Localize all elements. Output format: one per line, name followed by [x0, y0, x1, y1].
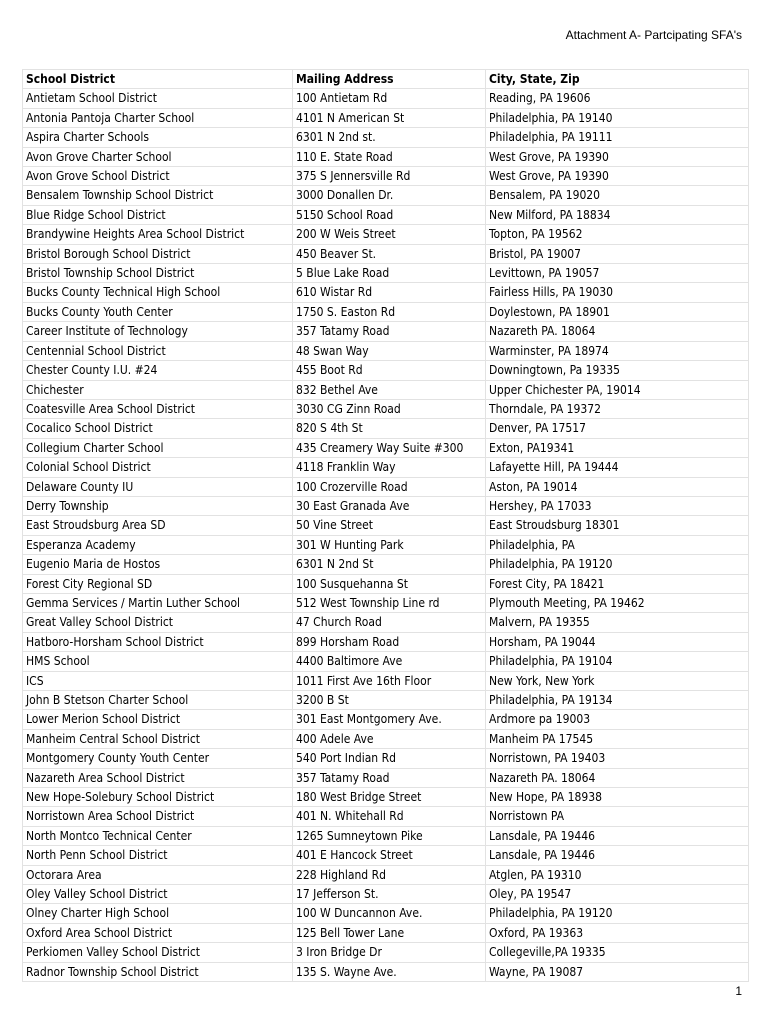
city-state-zip-cell: Bristol, PA 19007 [486, 244, 749, 263]
school-district-cell: Great Valley School District [23, 613, 293, 632]
table-row [23, 923, 749, 942]
table-row [23, 807, 749, 826]
school-district-cell: Bucks County Youth Center [23, 302, 293, 321]
school-district-cell: Chichester [23, 380, 293, 399]
city-state-zip-cell: Ardmore pa 19003 [486, 710, 749, 729]
mailing-address-cell: 832 Bethel Ave [293, 380, 486, 399]
city-state-zip-cell: Bensalem, PA 19020 [486, 186, 749, 205]
table-row [23, 438, 749, 457]
mailing-address-cell: 100 Susquehanna St [293, 574, 486, 593]
table-row [23, 904, 749, 923]
table-row [23, 128, 749, 147]
table-row [23, 477, 749, 496]
mailing-address-cell: 4101 N American St [293, 108, 486, 127]
mailing-address-cell: 3 Iron Bridge Dr [293, 943, 486, 962]
table-row [23, 846, 749, 865]
school-district-cell: Aspira Charter Schools [23, 128, 293, 147]
city-state-zip-cell: Philadelphia, PA 19120 [486, 555, 749, 574]
school-district-cell: Montgomery County Youth Center [23, 749, 293, 768]
city-state-zip-cell: Philadelphia, PA 19140 [486, 108, 749, 127]
table-row [23, 671, 749, 690]
sfa-table-container [22, 69, 748, 982]
table-row [23, 593, 749, 612]
school-district-cell: Esperanza Academy [23, 535, 293, 554]
mailing-address-cell: 48 Swan Way [293, 341, 486, 360]
city-state-zip-cell: Aston, PA 19014 [486, 477, 749, 496]
table-header-row [23, 70, 749, 89]
table-row [23, 496, 749, 515]
table-row [23, 749, 749, 768]
mailing-address-cell: 1750 S. Easton Rd [293, 302, 486, 321]
mailing-address-cell: 135 S. Wayne Ave. [293, 962, 486, 981]
mailing-address-cell: 110 E. State Road [293, 147, 486, 166]
column-header-mailing-address: Mailing Address [293, 70, 486, 89]
school-district-cell: Norristown Area School District [23, 807, 293, 826]
table-row [23, 826, 749, 845]
mailing-address-cell: 1265 Sumneytown Pike [293, 826, 486, 845]
city-state-zip-cell: Norristown PA [486, 807, 749, 826]
city-state-zip-cell: Lansdale, PA 19446 [486, 826, 749, 845]
school-district-cell: Blue Ridge School District [23, 205, 293, 224]
school-district-cell: Bucks County Technical High School [23, 283, 293, 302]
mailing-address-cell: 401 N. Whitehall Rd [293, 807, 486, 826]
table-body [23, 89, 749, 982]
table-row [23, 885, 749, 904]
city-state-zip-cell: Fairless Hills, PA 19030 [486, 283, 749, 302]
mailing-address-cell: 1011 First Ave 16th Floor [293, 671, 486, 690]
table-row [23, 399, 749, 418]
document-header: Attachment A- Partcipating SFA's [565, 28, 742, 42]
city-state-zip-cell: East Stroudsburg 18301 [486, 516, 749, 535]
school-district-cell: Hatboro-Horsham School District [23, 632, 293, 651]
school-district-cell: Collegium Charter School [23, 438, 293, 457]
city-state-zip-cell: Wayne, PA 19087 [486, 962, 749, 981]
city-state-zip-cell: Topton, PA 19562 [486, 225, 749, 244]
city-state-zip-cell: Collegeville,PA 19335 [486, 943, 749, 962]
mailing-address-cell: 375 S Jennersville Rd [293, 167, 486, 186]
city-state-zip-cell: Philadelphia, PA 19134 [486, 691, 749, 710]
school-district-cell: Colonial School District [23, 458, 293, 477]
city-state-zip-cell: Thorndale, PA 19372 [486, 399, 749, 418]
school-district-cell: Manheim Central School District [23, 729, 293, 748]
table-row [23, 380, 749, 399]
city-state-zip-cell: Norristown, PA 19403 [486, 749, 749, 768]
city-state-zip-cell: Philadelphia, PA [486, 535, 749, 554]
city-state-zip-cell: Downingtown, Pa 19335 [486, 361, 749, 380]
table-row [23, 302, 749, 321]
mailing-address-cell: 5150 School Road [293, 205, 486, 224]
table-row [23, 555, 749, 574]
table-row [23, 264, 749, 283]
mailing-address-cell: 4400 Baltimore Ave [293, 652, 486, 671]
city-state-zip-cell: New York, New York [486, 671, 749, 690]
column-header-city-state-zip: City, State, Zip [486, 70, 749, 89]
page-number: 1 [735, 984, 742, 998]
city-state-zip-cell: Upper Chichester PA, 19014 [486, 380, 749, 399]
city-state-zip-cell: Nazareth PA. 18064 [486, 768, 749, 787]
table-row [23, 729, 749, 748]
school-district-cell: Gemma Services / Martin Luther School [23, 593, 293, 612]
table-row [23, 322, 749, 341]
table-row [23, 535, 749, 554]
mailing-address-cell: 200 W Weis Street [293, 225, 486, 244]
table-header [23, 70, 749, 89]
city-state-zip-cell: Warminster, PA 18974 [486, 341, 749, 360]
city-state-zip-cell: Philadelphia, PA 19111 [486, 128, 749, 147]
school-district-cell: Bristol Township School District [23, 264, 293, 283]
school-district-cell: Octorara Area [23, 865, 293, 884]
mailing-address-cell: 228 Highland Rd [293, 865, 486, 884]
table-row [23, 516, 749, 535]
school-district-cell: Avon Grove Charter School [23, 147, 293, 166]
table-row [23, 205, 749, 224]
school-district-cell: Eugenio Maria de Hostos [23, 555, 293, 574]
school-district-cell: Antietam School District [23, 89, 293, 108]
table-row [23, 341, 749, 360]
mailing-address-cell: 30 East Granada Ave [293, 496, 486, 515]
table-row [23, 652, 749, 671]
mailing-address-cell: 125 Bell Tower Lane [293, 923, 486, 942]
table-row [23, 108, 749, 127]
table-row [23, 574, 749, 593]
mailing-address-cell: 3200 B St [293, 691, 486, 710]
mailing-address-cell: 455 Boot Rd [293, 361, 486, 380]
school-district-cell: Perkiomen Valley School District [23, 943, 293, 962]
school-district-cell: Bensalem Township School District [23, 186, 293, 205]
school-district-cell: Oley Valley School District [23, 885, 293, 904]
mailing-address-cell: 512 West Township Line rd [293, 593, 486, 612]
table-row [23, 167, 749, 186]
table-row [23, 613, 749, 632]
city-state-zip-cell: Oxford, PA 19363 [486, 923, 749, 942]
city-state-zip-cell: Denver, PA 17517 [486, 419, 749, 438]
city-state-zip-cell: Plymouth Meeting, PA 19462 [486, 593, 749, 612]
mailing-address-cell: 100 Crozerville Road [293, 477, 486, 496]
mailing-address-cell: 50 Vine Street [293, 516, 486, 535]
school-district-cell: Avon Grove School District [23, 167, 293, 186]
city-state-zip-cell: Hershey, PA 17033 [486, 496, 749, 515]
school-district-cell: John B Stetson Charter School [23, 691, 293, 710]
mailing-address-cell: 3000 Donallen Dr. [293, 186, 486, 205]
mailing-address-cell: 540 Port Indian Rd [293, 749, 486, 768]
school-district-cell: Lower Merion School District [23, 710, 293, 729]
mailing-address-cell: 820 S 4th St [293, 419, 486, 438]
mailing-address-cell: 4118 Franklin Way [293, 458, 486, 477]
city-state-zip-cell: Manheim PA 17545 [486, 729, 749, 748]
school-district-cell: Radnor Township School District [23, 962, 293, 981]
school-district-cell: Nazareth Area School District [23, 768, 293, 787]
mailing-address-cell: 435 Creamery Way Suite #300 [293, 438, 486, 457]
table-row [23, 632, 749, 651]
city-state-zip-cell: Lafayette Hill, PA 19444 [486, 458, 749, 477]
mailing-address-cell: 357 Tatamy Road [293, 768, 486, 787]
school-district-cell: Brandywine Heights Area School District [23, 225, 293, 244]
school-district-cell: East Stroudsburg Area SD [23, 516, 293, 535]
table-row [23, 283, 749, 302]
school-district-cell: Coatesville Area School District [23, 399, 293, 418]
school-district-cell: Forest City Regional SD [23, 574, 293, 593]
city-state-zip-cell: Reading, PA 19606 [486, 89, 749, 108]
school-district-cell: Career Institute of Technology [23, 322, 293, 341]
school-district-cell: Chester County I.U. #24 [23, 361, 293, 380]
table-row [23, 225, 749, 244]
mailing-address-cell: 180 West Bridge Street [293, 788, 486, 807]
school-district-cell: Olney Charter High School [23, 904, 293, 923]
city-state-zip-cell: Forest City, PA 18421 [486, 574, 749, 593]
school-district-cell: Oxford Area School District [23, 923, 293, 942]
mailing-address-cell: 301 East Montgomery Ave. [293, 710, 486, 729]
school-district-cell: Antonia Pantoja Charter School [23, 108, 293, 127]
table-row [23, 419, 749, 438]
city-state-zip-cell: New Milford, PA 18834 [486, 205, 749, 224]
mailing-address-cell: 17 Jefferson St. [293, 885, 486, 904]
table-row [23, 691, 749, 710]
table-row [23, 244, 749, 263]
table-row [23, 89, 749, 108]
mailing-address-cell: 6301 N 2nd St [293, 555, 486, 574]
mailing-address-cell: 100 W Duncannon Ave. [293, 904, 486, 923]
mailing-address-cell: 301 W Hunting Park [293, 535, 486, 554]
city-state-zip-cell: Doylestown, PA 18901 [486, 302, 749, 321]
mailing-address-cell: 899 Horsham Road [293, 632, 486, 651]
column-header-school-district: School District [23, 70, 293, 89]
mailing-address-cell: 100 Antietam Rd [293, 89, 486, 108]
table-row [23, 865, 749, 884]
table-row [23, 147, 749, 166]
city-state-zip-cell: West Grove, PA 19390 [486, 167, 749, 186]
city-state-zip-cell: Oley, PA 19547 [486, 885, 749, 904]
city-state-zip-cell: New Hope, PA 18938 [486, 788, 749, 807]
mailing-address-cell: 400 Adele Ave [293, 729, 486, 748]
table-row [23, 962, 749, 981]
school-district-cell: Centennial School District [23, 341, 293, 360]
mailing-address-cell: 357 Tatamy Road [293, 322, 486, 341]
city-state-zip-cell: West Grove, PA 19390 [486, 147, 749, 166]
city-state-zip-cell: Atglen, PA 19310 [486, 865, 749, 884]
table-row [23, 768, 749, 787]
table-row [23, 458, 749, 477]
mailing-address-cell: 401 E Hancock Street [293, 846, 486, 865]
mailing-address-cell: 47 Church Road [293, 613, 486, 632]
mailing-address-cell: 6301 N 2nd st. [293, 128, 486, 147]
table-row [23, 943, 749, 962]
school-district-cell: ICS [23, 671, 293, 690]
city-state-zip-cell: Philadelphia, PA 19120 [486, 904, 749, 923]
city-state-zip-cell: Lansdale, PA 19446 [486, 846, 749, 865]
school-district-cell: North Penn School District [23, 846, 293, 865]
city-state-zip-cell: Philadelphia, PA 19104 [486, 652, 749, 671]
mailing-address-cell: 3030 CG Zinn Road [293, 399, 486, 418]
table-row [23, 361, 749, 380]
city-state-zip-cell: Horsham, PA 19044 [486, 632, 749, 651]
school-district-cell: Delaware County IU [23, 477, 293, 496]
school-district-cell: HMS School [23, 652, 293, 671]
city-state-zip-cell: Malvern, PA 19355 [486, 613, 749, 632]
city-state-zip-cell: Exton, PA19341 [486, 438, 749, 457]
school-district-cell: New Hope-Solebury School District [23, 788, 293, 807]
city-state-zip-cell: Nazareth PA. 18064 [486, 322, 749, 341]
sfa-table [22, 69, 749, 982]
school-district-cell: North Montco Technical Center [23, 826, 293, 845]
table-row [23, 710, 749, 729]
mailing-address-cell: 5 Blue Lake Road [293, 264, 486, 283]
mailing-address-cell: 610 Wistar Rd [293, 283, 486, 302]
mailing-address-cell: 450 Beaver St. [293, 244, 486, 263]
table-row [23, 788, 749, 807]
school-district-cell: Bristol Borough School District [23, 244, 293, 263]
table-row [23, 186, 749, 205]
school-district-cell: Derry Township [23, 496, 293, 515]
city-state-zip-cell: Levittown, PA 19057 [486, 264, 749, 283]
school-district-cell: Cocalico School District [23, 419, 293, 438]
